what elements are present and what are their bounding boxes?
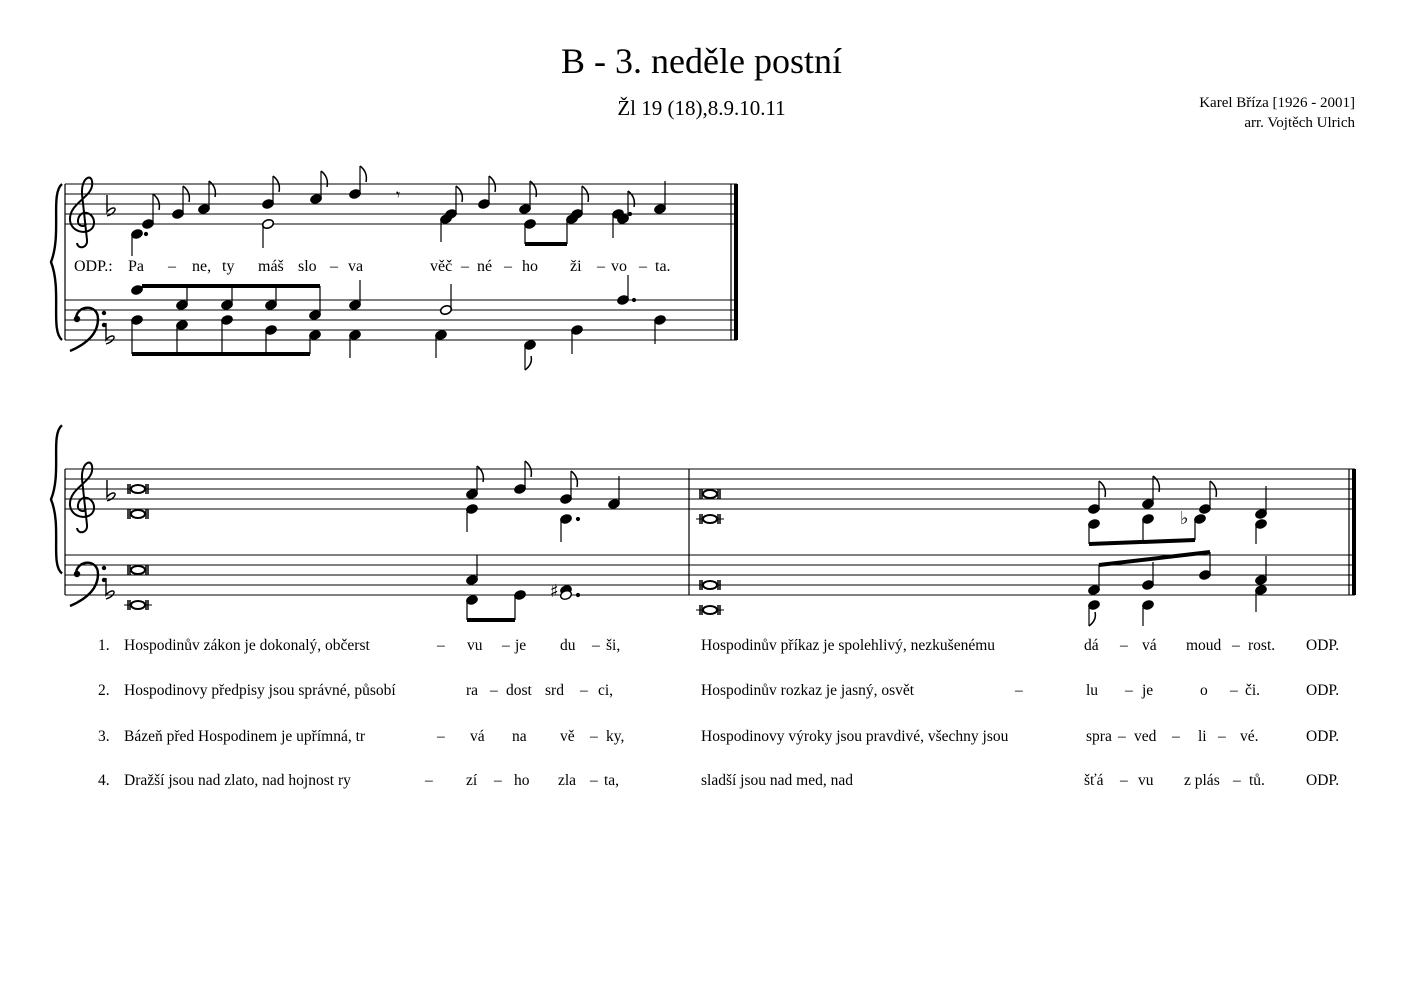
verse-syllable: je: [515, 637, 527, 654]
refrain-syllable: ho: [522, 258, 538, 275]
refrain-syllable: věč: [430, 258, 453, 275]
bass-clef-icon: [70, 308, 106, 351]
verse-syllable: zí: [466, 772, 478, 789]
bass-upper-notes: [130, 275, 635, 321]
svg-text:♯: ♯: [550, 581, 559, 602]
refrain-syllable: ty: [222, 258, 235, 275]
verse-syllable: –: [1218, 728, 1226, 745]
refrain-label: ODP.:: [74, 258, 113, 275]
verse-syllable: –: [1233, 772, 1241, 789]
refrain-syllable: ži: [570, 258, 582, 275]
refrain-syllable: vo: [611, 258, 627, 275]
refrain-syllable: –: [597, 258, 605, 275]
verse-syllable: ci,: [598, 682, 614, 699]
first-half-cadence: [465, 461, 620, 620]
flat-icon: [106, 578, 114, 599]
verse-syllable: –: [580, 682, 588, 699]
refrain-syllable: Pa: [128, 258, 144, 275]
verse-syllable: srd: [545, 682, 564, 699]
verse-number: 1.: [98, 637, 110, 654]
verse-syllable: ra: [466, 682, 479, 699]
staff-lines: [65, 184, 737, 340]
flat-icon: [107, 195, 115, 216]
refrain-syllable: né: [477, 258, 493, 275]
verse-syllable: –: [590, 728, 598, 745]
refrain-syllable: –: [639, 258, 647, 275]
verse-syllable: –: [494, 772, 502, 789]
system-1: [51, 166, 737, 370]
verse-syllable: vě: [560, 728, 575, 745]
verse-syllable: vá: [470, 728, 485, 745]
verse-response: ODP.: [1306, 682, 1340, 699]
verse-syllable: –: [490, 682, 498, 699]
arranger-name: arr. Vojtěch Ulrich: [1244, 115, 1355, 131]
bass-lower-notes: [130, 314, 666, 370]
verse-syllable: ky,: [606, 728, 625, 745]
verse-syllable: –: [1120, 637, 1128, 654]
treble-clef-icon: [70, 463, 94, 533]
refrain-syllable: ta.: [655, 258, 671, 275]
brace-icon: [51, 425, 62, 573]
refrain-syllable: –: [330, 258, 338, 275]
verse-number: 2.: [98, 682, 110, 699]
verse-syllable: –: [1172, 728, 1180, 745]
verse-syllable: tů.: [1249, 772, 1265, 789]
verse-number: 4.: [98, 772, 110, 789]
svg-text:♭: ♭: [1180, 508, 1189, 529]
verse-syllable: dá: [1084, 637, 1099, 654]
verse-syllable: moud: [1186, 637, 1222, 654]
flat-icon: [106, 323, 114, 344]
verse-syllable: vu: [467, 637, 483, 654]
verse-syllable: –: [1232, 637, 1240, 654]
verse-syllable: –: [425, 772, 433, 789]
refrain-syllable: slo: [298, 258, 317, 275]
verse-syllable: dost: [506, 682, 532, 699]
verse-syllable: –: [1125, 682, 1133, 699]
verse-syllable: –: [1015, 682, 1023, 699]
refrain-syllable: máš: [258, 258, 284, 275]
verse-syllable: –: [1120, 772, 1128, 789]
verse-syllable: li: [1198, 728, 1207, 745]
verse-response: ODP.: [1306, 728, 1340, 745]
verse-first-half: Hospodinův zákon je dokonalý, občerst: [124, 637, 370, 654]
page-title: B - 3. neděle postní: [561, 41, 842, 81]
verse-first-half: Hospodinovy předpisy jsou správné, působí: [124, 682, 396, 699]
system-2: [51, 425, 1355, 626]
verse-response: ODP.: [1306, 637, 1340, 654]
verse-first-half: Bázeň před Hospodinem je upřímná, tr: [124, 728, 366, 745]
upper-voice-notes: [141, 166, 666, 230]
brace-icon: [51, 184, 62, 340]
verse-syllable: –: [437, 637, 445, 654]
verse-syllable: –: [502, 637, 510, 654]
verse-second-half: Hospodinův příkaz je spolehlivý, nezkušenému: [701, 637, 996, 654]
refrain-syllable: ne,: [192, 258, 212, 275]
verse-syllable: –: [1230, 682, 1238, 699]
verse-syllable: ši,: [606, 637, 621, 654]
lower-voice-notes: [130, 208, 631, 256]
verse-syllable: šťá: [1084, 772, 1104, 789]
verse-syllable: z plás: [1184, 772, 1220, 789]
verse-syllable: zla: [558, 772, 577, 789]
verse-syllable: –: [1118, 728, 1126, 745]
psalm-reference: Žl 19 (18),8.9.10.11: [617, 96, 786, 120]
verse-syllable: rost.: [1248, 637, 1276, 654]
verse-syllable: spra: [1086, 728, 1112, 745]
refrain-syllable: va: [348, 258, 364, 275]
verse-number: 3.: [98, 728, 110, 745]
bass-clef-icon: [70, 563, 106, 606]
verse-syllable: ta,: [604, 772, 620, 789]
verse-response: ODP.: [1306, 772, 1340, 789]
verse-second-half: Hospodinův rozkaz je jasný, osvět: [701, 682, 915, 699]
verse-syllable: –: [437, 728, 445, 745]
verse-syllable: ho: [514, 772, 530, 789]
treble-clef-icon: [70, 178, 94, 248]
verse-syllable: du: [560, 637, 576, 654]
verse-syllable: –: [590, 772, 598, 789]
verse-syllable: vu: [1138, 772, 1154, 789]
verse-syllable: na: [512, 728, 527, 745]
verse-syllable: či.: [1245, 682, 1261, 699]
refrain-syllable: –: [461, 258, 469, 275]
verse-syllable: vá: [1142, 637, 1157, 654]
verse-syllable: ved: [1134, 728, 1157, 745]
verse-syllable: lu: [1086, 682, 1099, 699]
svg-text:𝄾: 𝄾: [396, 185, 401, 204]
flat-icon: [107, 480, 115, 501]
verse-second-half: sladší jsou nad med, nad: [701, 772, 853, 789]
staff-lines: [65, 469, 1355, 595]
verse-second-half: Hospodinovy výroky jsou pravdivé, všechny jsou: [701, 728, 1009, 745]
verse-syllable: vé.: [1240, 728, 1259, 745]
verse-syllable: –: [592, 637, 600, 654]
composer-name: Karel Bříza [1926 - 2001]: [1199, 95, 1355, 111]
refrain-syllable: –: [504, 258, 512, 275]
refrain-syllable: –: [168, 258, 176, 275]
verse-first-half: Dražší jsou nad zlato, nad hojnost ry: [124, 772, 351, 789]
verse-syllable: je: [1142, 682, 1154, 699]
verse-syllable: o: [1200, 682, 1208, 699]
